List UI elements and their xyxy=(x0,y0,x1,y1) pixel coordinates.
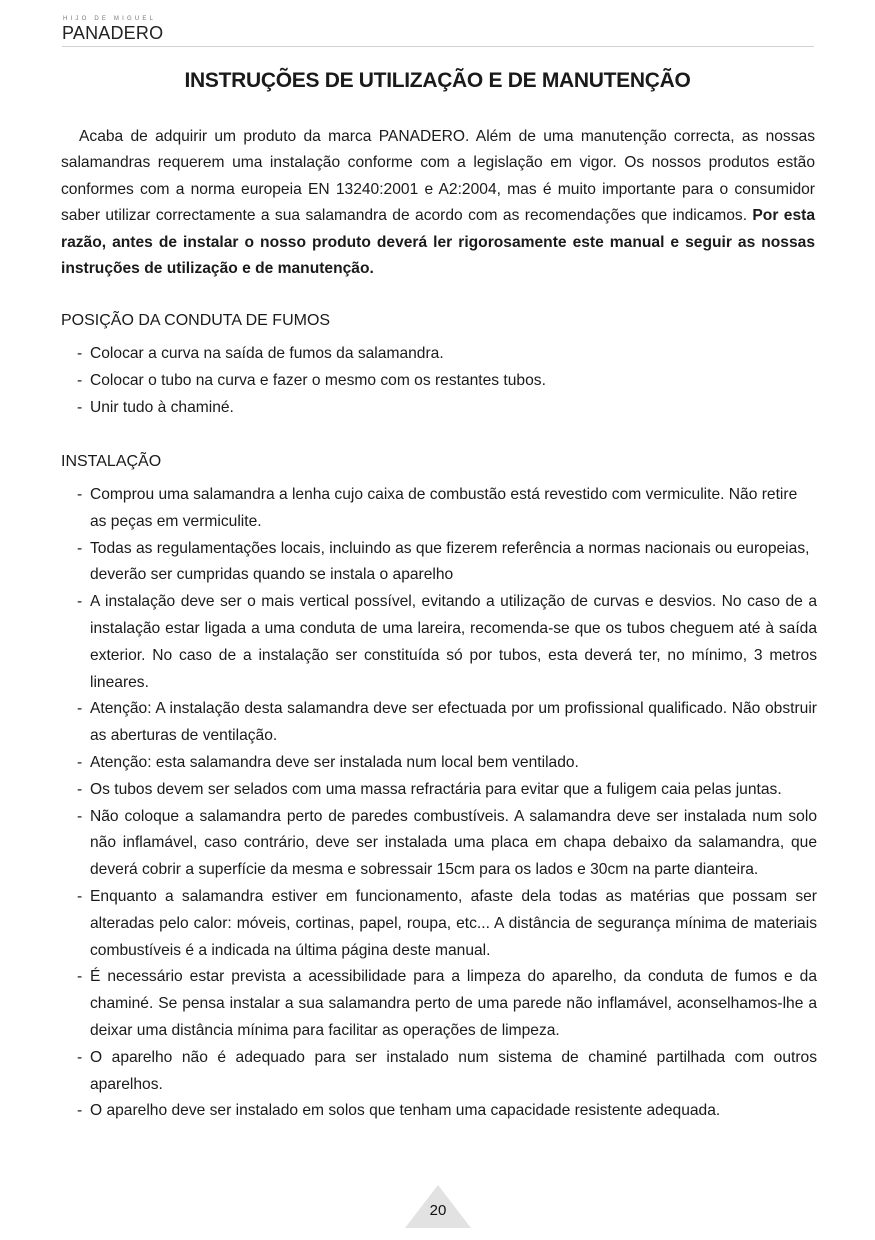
list-item: - Colocar a curva na saída de fumos da salamandra. xyxy=(77,345,444,362)
list-item: - O aparelho não é adequado para ser instalado num sistema de chaminé partilhada com outros aparelhos. xyxy=(77,1048,817,1093)
list-item: - Enquanto a salamandra estiver em funcionamento, afaste dela todas as matérias que possam ser alteradas pelo calor: móveis, cortinas, papel, roupa, etc... A distância de segurança mínima de materiais combustíveis é a indicada na última página deste manual. xyxy=(77,887,817,959)
list-item: - É necessário estar prevista a acessibilidade para a limpeza do aparelho, da conduta de fumos e da chaminé. Se pensa instalar a sua salamandra perto de uma parede não inflamável, aconselhamos-lhe a deixar uma distância mínima para facilitar as operações de limpeza. xyxy=(77,968,817,1039)
page-number: 20 xyxy=(429,1202,447,1219)
list-item: - O aparelho deve ser instalado em solos que tenham uma capacidade resistente adequada. xyxy=(77,1102,721,1120)
section-heading-flue-position: POSIÇÃO DA CONDUTA DE FUMOS xyxy=(61,312,331,329)
list-item: - Unir tudo à chaminé. xyxy=(77,398,234,416)
logo-subtitle: HIJO DE MIGUEL xyxy=(63,16,157,22)
list-item: - Colocar o tubo na curva e fazer o mesmo com os restantes tubos. xyxy=(77,371,546,389)
logo-brand-name: PANADERO xyxy=(62,23,164,43)
list-item: - Não coloque a salamandra perto de paredes combustíveis. A salamandra deve ser instalada num solo não inflamável, caso contrário, deve ser instalada uma placa em chapa debaixo da salamandra, que deverá cobrir a superfície da mesma e sobressair 15cm para os lados e 30cm na parte dianteira. xyxy=(77,807,817,879)
list-item: - Atenção: A instalação desta salamandra deve ser efectuada por um profissional qualificado. Não obstruir as aberturas de ventilação. xyxy=(77,700,817,745)
list-item: - Os tubos devem ser selados com uma massa refractária para evitar que a fuligem caia pelas juntas. xyxy=(77,780,782,798)
list-item: - Atenção: esta salamandra deve ser instalada num local bem ventilado. xyxy=(77,753,579,771)
section-heading-installation: INSTALAÇÃO xyxy=(61,453,162,470)
intro-bold-text: Por esta razão, antes de instalar o nosso produto deverá ler rigorosamente este manual e seguir as nossas instruções de utilização e de manutenção. xyxy=(61,207,815,278)
intro-text: Acaba de adquirir um produto da marca PANADERO. Além de uma manutenção correcta, as nossas salamandras requerem uma instalação conforme com a legislação em vigor. Os nossos produtos estão conformes com a norma europeia EN 13240:2001 e A2:2004, mas é muito importante para o consumidor saber utilizar correctamente a sua salamandra de acordo com as recomendações que indicamos. xyxy=(61,128,815,225)
list-item: - Todas as regulamentações locais, incluindo as que fizerem referência a normas nacionais ou europeias, deverão ser cumpridas quando se instala o aparelho xyxy=(77,539,810,584)
page-title: INSTRUÇÕES DE UTILIZAÇÃO E DE MANUTENÇÃO xyxy=(184,69,691,92)
list-item: - A instalação deve ser o mais vertical possível, evitando a utilização de curvas e desvios. No caso de a instalação estar ligada a uma conduta de uma lareira, recomenda-se que os tubos cheguem até à saída exterior. No caso de a instalação ser constituída só por tubos, esta deverá ter, no mínimo, 3 metros lineares. xyxy=(77,593,817,691)
list-item: - Comprou uma salamandra a lenha cujo caixa de combustão está revestido com vermiculite. Não retire as peças em vermiculite. xyxy=(77,486,798,530)
